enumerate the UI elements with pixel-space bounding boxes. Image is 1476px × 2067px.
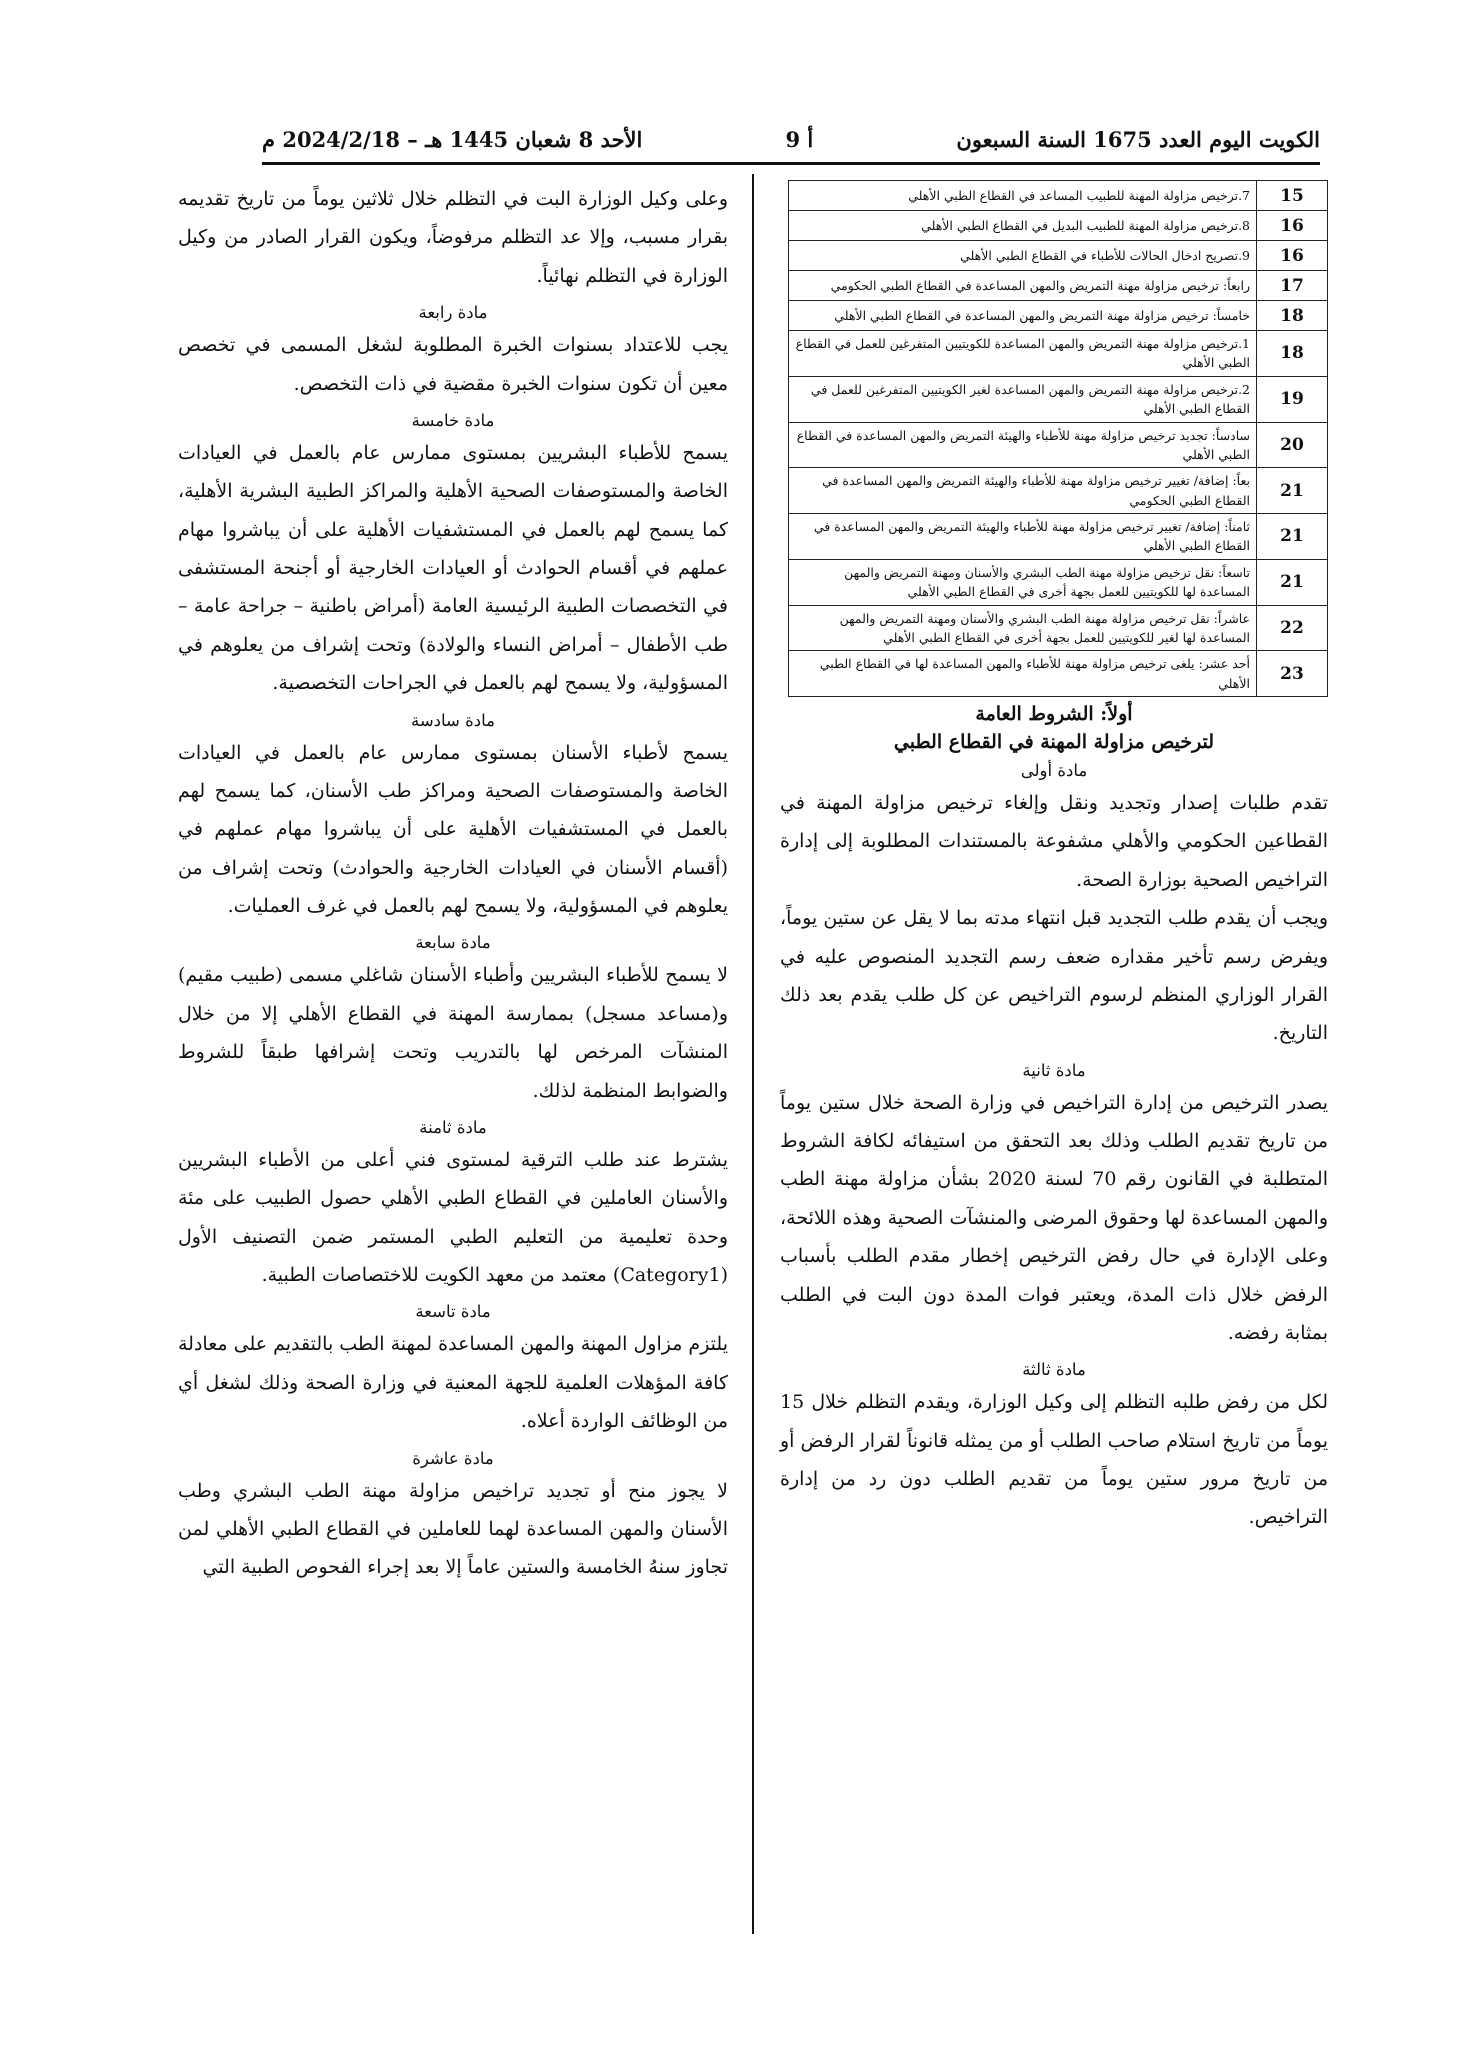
table-row xyxy=(789,241,1328,271)
article-paragraph: وعلى وكيل الوزارة البت في التظلم خلال ثلاثين يوماً من تاريخ تقديمه بقرار مسبب، وإلا عد التظلم مرفوضاً، ويكون القرار الصادر من وكيل الوزارة في التظلم نهائياً. xyxy=(178,188,728,287)
article-title: مادة خامسة xyxy=(411,410,495,430)
article-title: مادة سابعة xyxy=(415,933,491,953)
table-row xyxy=(789,331,1328,377)
right-column xyxy=(780,180,1328,1537)
table-row xyxy=(789,301,1328,331)
article-paragraph: يسمح للأطباء البشريين بمستوى ممارس عام بالعمل في العيادات الخاصة والمستوصفات الصحية الأهلية والمراكز الطبية البشرية الأهلية، كما يسمح لهم بالعمل في المستشفيات الأهلية على أن يباشروا مهام عملهم في أقسام الحوادث أو العيادات الخارجية أو أجنحة المستشفى في التخصصات الطبية الرئيسية العامة (أمراض باطنية – جراحة عامة – طب الأطفال – أمراض النساء والولادة) وتحت إشراف من يعلوهم في المسؤولية، ولا يسمح لهم بالعمل في الجراحات التخصصية. xyxy=(178,441,728,695)
article-paragraph: يصدر الترخيص من إدارة التراخيص في وزارة الصحة خلال ستين يوماً من تاريخ تقديم الطلب وذلك بعد التحقق من استيفائه لكافة الشروط المتطلبة في القانون رقم 70 لسنة 2020 بشأن مزاولة مهنة الطب والمهن المساعدة لها وحقوق المرضى والمنشآت الصحية وهذه اللائحة، وعلى الإدارة في حال رفض الترخيص إخطار مقدم الطلب بأسباب الرفض خلال ذات المدة، ويعتبر فوات المدة دون البت في الطلب بمثابة رفضه. xyxy=(780,1091,1328,1344)
page-ref: 21 xyxy=(1257,559,1328,605)
article-paragraph: ويجب أن يقدم طلب التجديد قبل انتهاء مدته بما لا يقل عن ستين يوماً، ويفرض رسم تأخير مقداره ضعف رسم التجديد المنصوص عليه في القرار الوزاري المنظم لرسوم التراخيص عن كل طلب يقدم بعد ذلك التاريخ. xyxy=(780,907,1328,1045)
article-title: مادة سادسة xyxy=(411,710,495,730)
page-ref: 16 xyxy=(1257,241,1328,271)
article-paragraph: يجب للاعتداد بسنوات الخبرة المطلوبة لشغل المسمى في تخصص معين أن تكون سنوات الخبرة مقضية في ذات التخصص. xyxy=(178,334,728,395)
article-title: مادة تاسعة xyxy=(415,1302,491,1322)
article-title: مادة عاشرة xyxy=(412,1448,494,1468)
table-row xyxy=(789,422,1328,468)
entry-title: 8.ترخيص مزاولة المهنة للطبيب البديل في القطاع الطبي الأهلي xyxy=(789,211,1257,241)
page-ref: 18 xyxy=(1257,301,1328,331)
table-row xyxy=(789,376,1328,422)
page-ref: 17 xyxy=(1257,271,1328,301)
page-ref: 16 xyxy=(1257,211,1328,241)
article-title: مادة ثانية xyxy=(1022,1060,1086,1080)
section-title: أولاً: الشروط العامة xyxy=(975,703,1133,725)
article-title: مادة ثامنة xyxy=(419,1117,487,1137)
page-ref: 19 xyxy=(1257,376,1328,422)
article-paragraph: يسمح لأطباء الأسنان بمستوى ممارس عام بالعمل في العيادات الخاصة والمستوصفات الصحية ومراكز طب الأسنان، كما يسمح لهم بالعمل في المستشفيات الأهلية على أن يباشروا مهام عملهم في (أقسام الأسنان في العيادات الخارجية والحوادث) وتحت إشراف من يعلوهم في المسؤولية، ولا يسمح لهم بالعمل في غرف العمليات. xyxy=(178,741,728,917)
article-title: مادة أولى xyxy=(1020,761,1088,780)
article-paragraph: لكل من رفض طلبه التظلم إلى وكيل الوزارة، ويقدم التظلم خلال 15 يوماً من تاريخ استلام صاحب الطلب أو من يمثله قانوناً لقرار الرفض أو من تاريخ مرور ستين يوماً من تقديم الطلب دون رد من إدارة التراخيص. xyxy=(780,1391,1328,1529)
page-ref: 22 xyxy=(1257,605,1328,651)
left-column xyxy=(178,180,728,1587)
article-paragraph: لا يجوز منح أو تجديد تراخيص مزاولة مهنة الطب البشري وطب الأسنان والمهن المساعدة لهما للعاملين في القطاع الطبي الأهلي لمن تجاوز سنهُ الخامسة والستين عاماً إلا بعد إجراء الفحوص الطبية التي xyxy=(178,1479,728,1579)
entry-title: خامساً: ترخيص مزاولة مهنة التمريض والمهن المساعدة في القطاع الطبي الأهلي xyxy=(789,301,1257,331)
entry-title: أحد عشر: يلغى ترخيص مزاولة مهنة للأطباء والمهن المساعدة لها في القطاع الطبي الأهلي xyxy=(789,651,1257,697)
entry-title: تاسعاً: نقل ترخيص مزاولة مهنة الطب البشري والأسنان ومهنة التمريض والمهن المساعدة لها للكويتيين للعمل بجهة أخرى في القطاع الطبي الأهلي xyxy=(789,559,1257,605)
page-number: أ 9 xyxy=(785,126,814,152)
table-row xyxy=(789,211,1328,241)
article-title: مادة رابعة xyxy=(418,303,488,323)
table-row xyxy=(789,651,1328,697)
page-ref: 15 xyxy=(1257,181,1328,211)
entry-title: سادساً: تجديد ترخيص مزاولة مهنة للأطباء والهيئة التمريض والمهن المساعدة في القطاع الطبي الأهلي xyxy=(789,422,1257,468)
contents-table xyxy=(788,180,1328,697)
page-ref: 21 xyxy=(1257,514,1328,560)
section-subtitle: لترخيص مزاولة المهنة في القطاع الطبي xyxy=(893,731,1215,753)
page-ref: 23 xyxy=(1257,651,1328,697)
table-row xyxy=(789,271,1328,301)
table-row xyxy=(789,559,1328,605)
entry-title: بعاً: إضافة/ تغيير ترخيص مزاولة مهنة للأطباء والهيئة التمريض والمهن المساعدة في القطاع الطبي الحكومي xyxy=(789,468,1257,514)
entry-title: رابعاً: ترخيص مزاولة مهنة التمريض والمهن المساعدة في القطاع الطبي الحكومي xyxy=(789,271,1257,301)
table-row xyxy=(789,181,1328,211)
table-row xyxy=(789,468,1328,514)
issue-date: الأحد 8 شعبان 1445 هـ – 2024/2/18 م xyxy=(262,126,643,152)
entry-title: 7.ترخيص مزاولة المهنة للطبيب المساعد في القطاع الطبي الأهلي xyxy=(789,181,1257,211)
gazette-issue: الكويت اليوم العدد 1675 السنة السبعون xyxy=(956,126,1320,152)
table-row xyxy=(789,514,1328,560)
article-title: مادة ثالثة xyxy=(1022,1360,1086,1380)
page-ref: 20 xyxy=(1257,422,1328,468)
article-paragraph: يشترط عند طلب الترقية لمستوى فني أعلى من الأطباء البشريين والأسنان العاملين في القطاع الطبي الأهلي حصول الطبيب على مئة وحدة تعليمية من التعليم الطبي المستمر ضمن التصنيف الأول (Category1) معتمد من معهد الكويت للاختصاصات الطبية. xyxy=(178,1148,728,1286)
entry-title: ثامناً: إضافة/ تغيير ترخيص مزاولة مهنة للأطباء والهيئة التمريض والمهن المساعدة في القطاع الطبي الأهلي xyxy=(789,514,1257,560)
page-ref: 21 xyxy=(1257,468,1328,514)
column-divider xyxy=(752,174,754,1934)
table-row xyxy=(789,605,1328,651)
article-paragraph: يلتزم مزاول المهنة والمهن المساعدة لمهنة الطب بالتقديم على معادلة كافة المؤهلات العلمية للجهة المعنية في وزارة الصحة وذلك لشغل أي من الوظائف الواردة أعلاه. xyxy=(178,1333,728,1433)
article-paragraph: لا يسمح للأطباء البشريين وأطباء الأسنان شاغلي مسمى (طبيب مقيم) و(مساعد مسجل) بممارسة المهنة في القطاع الأهلي إلا من خلال المنشآت المرخص لها بالتدريب وتحت إشرافها طبقاً للشروط والضوابط المنظمة لذلك. xyxy=(178,964,728,1102)
entry-title: 1.ترخيص مزاولة مهنة التمريض والمهن المساعدة للكويتيين المتفرغين للعمل في القطاع الطبي الأهلي xyxy=(789,331,1257,377)
page-header xyxy=(262,122,1320,165)
article-paragraph: تقدم طلبات إصدار وتجديد ونقل وإلغاء ترخيص مزاولة المهنة في القطاعين الحكومي والأهلي مشفوعة بالمستندات المطلوبة إلى إدارة التراخيص الصحية بوزارة الصحة. xyxy=(780,792,1328,891)
entry-title: 9.تصريح ادخال الحالات للأطباء في القطاع الطبي الأهلي xyxy=(789,241,1257,271)
entry-title: 2.ترخيص مزاولة مهنة التمريض والمهن المساعدة لغير الكويتيين المتفرغين للعمل في القطاع الطبي الأهلي xyxy=(789,376,1257,422)
page-ref: 18 xyxy=(1257,331,1328,377)
entry-title: عاشراً: نقل ترخيص مزاولة مهنة الطب البشري والأسنان ومهنة التمريض والمهن المساعدة لها لغير للكويتيين للعمل بجهة أخرى في القطاع الطبي الأهلي xyxy=(789,605,1257,651)
